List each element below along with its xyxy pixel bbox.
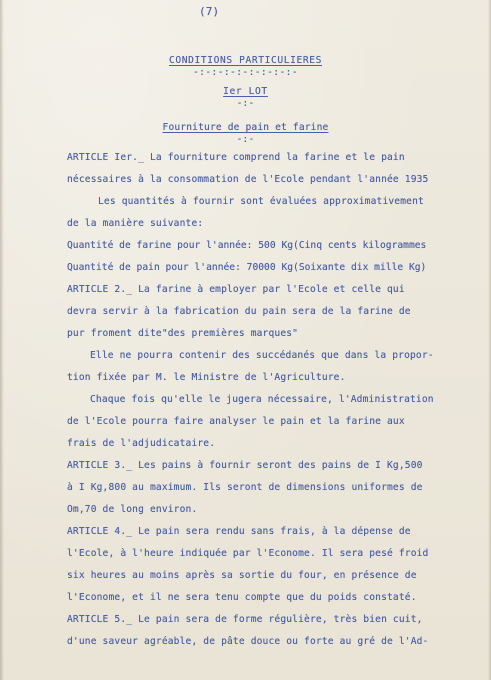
article-3-line-2: à I Kg,800 au maximum. Ils seront de dimensions uniformes de — [67, 482, 423, 493]
article-2-line-2: devra servir à la fabrication du pain sera de la farine de — [67, 306, 411, 317]
article-5-line-1: ARTICLE 5._ Le pain sera de forme régulière, très bien cuit, — [67, 614, 423, 625]
document-title: CONDITIONS PARTICULIERES — [168, 55, 323, 66]
article-3-line-3: Om,70 de long environ. — [67, 504, 198, 515]
flour-quantity-line: Quantité de farine pour l'année: 500 Kg(Cinq cents kilogrammes — [67, 240, 427, 251]
bread-quantity-line: Quantité de pain pour l'année: 70000 Kg(Soixante dix mille Kg) — [67, 262, 427, 273]
article-5-line-2: d'une saveur agréable, de pâte douce ou forte au gré de l'Ad- — [67, 636, 429, 647]
lot-heading: Ier LOT — [223, 86, 268, 97]
article-4-line-1: ARTICLE 4._ Le pain sera rendu sans frais, à la dépense de — [67, 526, 411, 537]
page-number: (7) — [199, 5, 220, 18]
article-2-line-5: tion fixée par M. le Ministre de l'Agriculture. — [67, 372, 346, 383]
lot-rule: -:- — [236, 98, 255, 109]
article-4-line-4: l'Econome, et il ne sera tenu compte que du poids constaté. — [67, 592, 417, 603]
article-2-line-4: Elle ne pourra contenir des succédanés que dans la propor- — [90, 350, 434, 361]
article-2-line-7: de l'Ecole pourra faire analyser le pain et la farine aux — [67, 416, 405, 427]
article-4-line-3: six heures au moins après sa sortie du four, en présence de — [67, 570, 417, 581]
article-1-line-2: nécessaires à la consommation de l'Ecole pendant l'année 1935 — [67, 174, 429, 185]
subject-heading: Fourniture de pain et farine — [162, 122, 329, 133]
title-rule: -:-:-:-:-:-:-:-:- — [193, 67, 298, 78]
article-2-line-6: Chaque fois qu'elle le jugera nécessaire, l'Administration — [90, 394, 434, 405]
article-2-line-8: frais de l'adjudicataire. — [67, 438, 216, 449]
article-1-line-4: de la manière suivante: — [67, 218, 204, 229]
article-4-line-2: l'Ecole, à l'heure indiquée par l'Econome. Il sera pesé froid — [67, 548, 429, 559]
article-1-line-3: Les quantités à fournir sont évaluées approximativement — [98, 196, 424, 207]
article-2-line-3: pur froment dite"des premières marques" — [67, 328, 299, 339]
subject-rule: -:- — [236, 134, 255, 145]
article-1-line-1: ARTICLE Ier._ La fourniture comprend la farine et le pain — [67, 152, 405, 163]
article-2-line-1: ARTICLE 2._ La farine à employer par l'Ecole et celle qui — [67, 284, 405, 295]
article-3-line-1: ARTICLE 3._ Les pains à fournir seront des pains de I Kg,500 — [67, 460, 423, 471]
